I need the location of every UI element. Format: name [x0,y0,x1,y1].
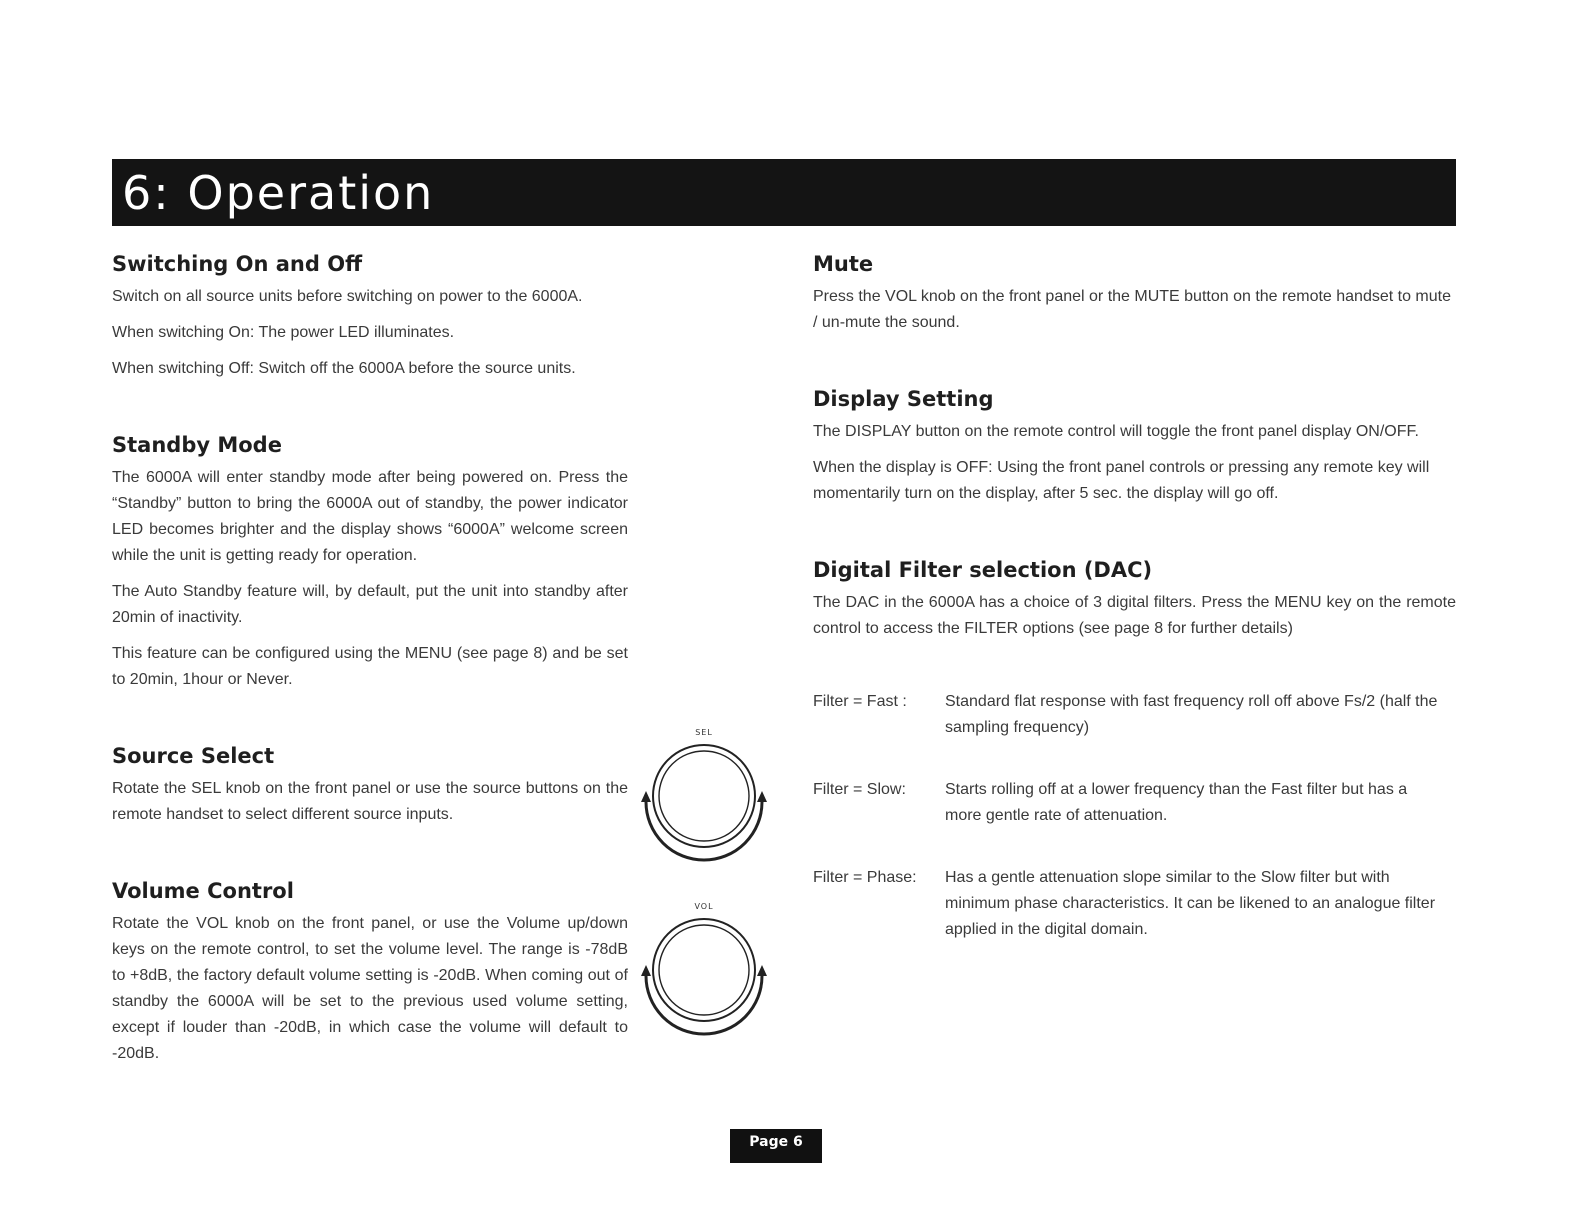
section-digital-filter [813,556,1456,642]
switching-paragraph-1: Switch on all source units before switching on power to the 6000A. [112,288,583,305]
filter-fast-label: Filter = Fast : [813,693,907,710]
standby-paragraph-3: This feature can be configured using the MENU (see page 8) and be set to 20min, 1hour or Never. [112,645,628,688]
mute-heading: Mute [813,252,874,276]
display-heading: Display Setting [813,387,994,411]
section-standby [112,431,628,693]
switching-paragraph-3: When switching Off: Switch off the 6000A before the source units. [112,360,576,377]
filter-phase-label: Filter = Phase: [813,869,917,886]
filter-slow-label: Filter = Slow: [813,781,906,798]
standby-paragraph-2: The Auto Standby feature will, by default, put the unit into standby after 20min of inactivity. [112,583,628,626]
section-display-setting [813,385,1456,507]
vol-knob-icon [639,902,769,1037]
section-source-select [112,742,628,828]
standby-heading: Standby Mode [112,433,282,457]
mute-paragraph-1: Press the VOL knob on the front panel or the MUTE button on the remote handset to mute / un-mute the sound. [813,288,1451,331]
section-switching [112,250,632,382]
sel-knob-diagram [639,728,769,863]
vol-knob-diagram [639,902,769,1037]
volume-paragraph-1: Rotate the VOL knob on the front panel, or use the Volume up/down keys on the remote control, to set the volume level. The range is -78dB to +8dB, the factory default volume setting is -20dB. When coming out of standby the 6000A will be set to the previous used volume setting, except if louder than -20dB, in which case the volume will default to -20dB. [112,915,628,1062]
standby-paragraph-1: The 6000A will enter standby mode after being powered on. Press the “Standby” button to bring the 6000A out of standby, the power indicator LED becomes brighter and the display shows “6000A” welcome screen while the unit is getting ready for operation. [112,469,628,564]
filter-phase-description: Has a gentle attenuation slope similar to the Slow filter but with minimum phase characteristics. It can be likened to an analogue filter applied in the digital domain. [945,869,1436,938]
volume-heading: Volume Control [112,879,294,903]
filter-fast-description: Standard flat response with fast frequency roll off above Fs/2 (half the sampling frequency) [945,693,1438,736]
switching-paragraph-2: When switching On: The power LED illuminates. [112,324,455,341]
section-volume [112,877,628,1067]
source-heading: Source Select [112,744,275,768]
section-mute [813,250,1456,336]
display-paragraph-2: When the display is OFF: Using the front panel controls or pressing any remote key will momentarily turn on the display, after 5 sec. the display will go off. [813,459,1430,502]
sel-knob-icon [639,728,769,863]
filter-paragraph-1: The DAC in the 6000A has a choice of 3 digital filters. Press the MENU key on the remote control to access the FILTER options (see page 8 for further details) [813,594,1456,637]
vol-knob-label: VOL [694,902,714,911]
chapter-title: 6: Operation [122,166,435,220]
filter-slow-description: Starts rolling off at a lower frequency than the Fast filter but has a more gentle rate of attenuation. [945,781,1408,824]
source-paragraph-1: Rotate the SEL knob on the front panel or use the source buttons on the remote handset to select different source inputs. [112,780,628,823]
page-number: Page 6 [749,1134,803,1150]
switching-heading: Switching On and Off [112,252,363,276]
page-number-box [730,1129,822,1163]
filter-heading: Digital Filter selection (DAC) [813,558,1153,582]
sel-knob-label: SEL [695,728,713,737]
display-paragraph-1: The DISPLAY button on the remote control will toggle the front panel display ON/OFF. [813,423,1419,440]
chapter-banner [112,159,1456,226]
